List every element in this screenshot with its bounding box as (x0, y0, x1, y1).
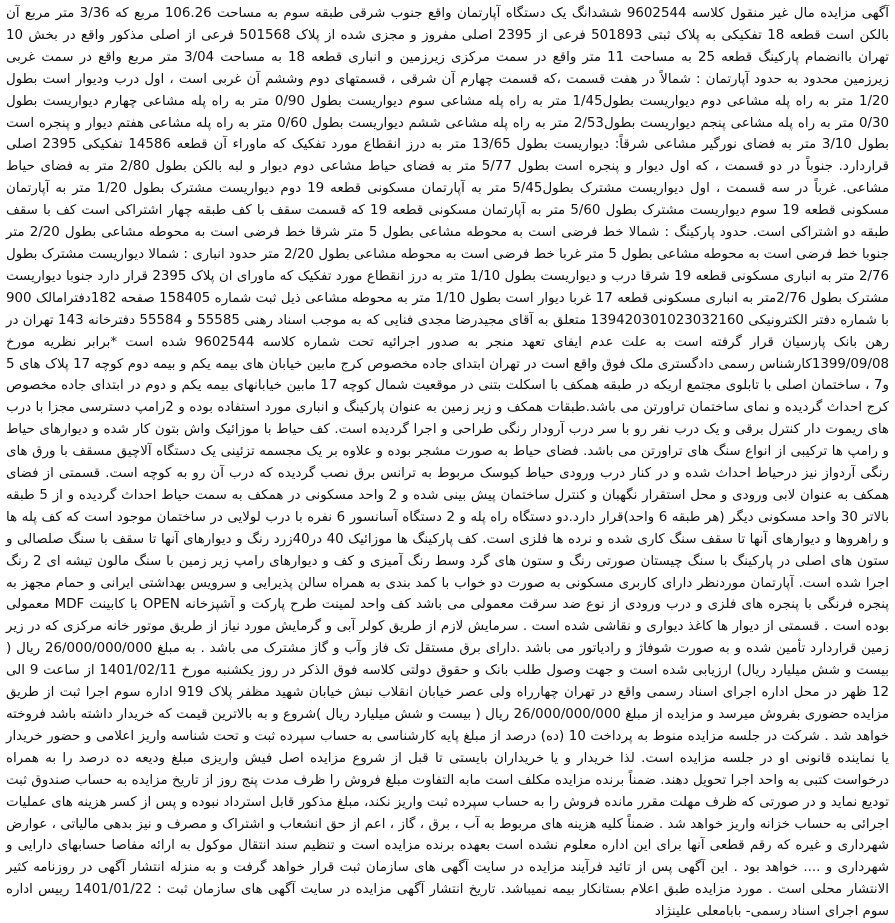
auction-notice-body: آگهی مزایده مال غیر منقول کلاسه 9602544 ششدانگ یک دستگاه آپارتمان واقع جنوب شرقی طبقه سوم به مساحت 106.26 مربع که 3/36 متر مربع آن بالکن است قطعه 18 تفکیکی به پلاک ثبتی 501893 فرعی از 2395 اصلی مفروز و مجزی شده از پلاک 501568 فرعی از اصلی مذکور واقع در بخش 10 تهران باانضمام پارکینگ قطعه 25 به مساحت 11 متر واقع در سمت مرکزی زیرزمین و انباری قطعه 18 به مساحت 3/04 متر مربع واقع در سمت غربی زیرزمین محدود به حدود آپارتمان : شمالاً در هفت قسمت ،که قسمت چهارم آن شرقی ، قسمتهای دوم وششم آن غربی است ، اول درب ودیوار است بطول 1/20 متر به راه پله مشاعی دوم دیواریست بطول1/45 متر به راه پله مشاعی سوم دیواریست بطول 0/90 متر به راه پله مشاعی چهارم دیواریست بطول 0/30 متر به راه پله مشاعی پنجم دیواریست بطول2/53 متر به راه پله مشاعی ششم دیواریست بطول 0/60 متر به راه پله مشاعی هفتم دیوار و پنجره است بطول 3/10 متر به فضای نورگیر مشاعی شرقاً: دیواریست بطول 13/65 متر به درز انقطاع مورد تفکیک که ماوراء آن قطعه 14586 تفکیکی 2395 اصلی قراردارد. جنوباً در دو قسمت ، که اول دیوار و پنجره است بطول 5/77 متر به فضای حیاط مشاعی دوم دیوار و لبه بالکن بطول 2/80 متر به فضای حیاط مشاعی. غرباً در سه قسمت ، اول دیواریست مشترک بطول5/45 متر به آپارتمان مسکونی قطعه 19 دوم دیواریست مشترک بطول 1/20 متر به آپارتمان مسکونی قطعه 19 سوم دیواریست مشترک بطول 5/60 متر به آپارتمان مسکونی قطعه 19 که قسمت سقف با کف طبقه چهار اشتراکی است کف با سقف طبقه دو اشتراکی است. حدود پارکینگ : شمالا خط فرضی است به محوطه مشاعی بطول 5 متر شرقا خط فرضی است به محوطه مشاعی بطول 2/20 متر جنوبا خط فرضی است به محوطه مشاعی بطول 5 متر غربا خط فرضی است به محوطه مشاعی بطول 2/20 متر حدود انباری : شمالا دیواریست مشترک بطول 2/76 متر به انباری مسکونی قطعه 19 شرقا درب و دیواریست بطول 1/10 متر به درز انقطاع مورد تفکیک که ماورای ان پلاک 2395 قرار دارد جنوبا دیواریست مشترک بطول 2/76متر به انباری مسکونی قطعه 17 غربا دیوار است بطول 1/10 متر به محوطه مشاعی ذیل ثبت شماره 158405 صفحه 182دفترامالک 900 با شماره دفتر الکترونیکی 139420301023032160 متعلق به آقای مجیدرضا مجدی فنایی که به موجب اسناد رهنی 55585 و 55584 دفترخانه 143 تهران در رهن بانک پارسیان قرار گرفته است به علت عدم ایفای تعهد منجر به صدور اجرائیه تحت شماره کلاسه 9602544 شده است *برابر نظریه مورخ 1399/09/08کارشناس رسمی دادگستری ملک فوق واقع است در تهران ابتدای جاده مخصوص کرج مابین خیابان های بیمه یکم و بیمه دوم کوچه 17 پلاک های 5 و7 ، ساختمان اصلی با تابلوی مجتمع اریکه در طبقه همکف با اسکلت بتنی در موقعیت شمال کوچه 17 مابین خیابانهای بیمه یکم و دوم در ابتدای جاده مخصوص کرج احداث گردیده و نمای ساختمان تراورتن می باشد.طبقات همکف و زیر زمین به عنوان پارکینگ و انباری مورد استفاده بوده و 2رامپ دسترسی مجزا با درب های ریموت دار کنترل برقی و یک درب نفر رو با سر درب آرودار رنگی طراحی و اجرا گردیده است. کف حیاط با موزائیک واش بتون کار شده و دیوارهای حیاط و رامپ ها ترکیبی از انواع سنگ های تراورتن می باشد. فضای حیاط به صورت مشجر بوده و علاوه بر یک مجسمه تزئینی یک دستگاه آلاچیق مسقف با ورق های رنگی آردواز نیز درحیاط احداث شده و در کنار درب ورودی حیاط کیوسک مربوط به ترانس برق نصب گردیده که درب آن رو به کوچه است. قسمتی از فضای همکف به عنوان لابی ورودی و محل استقرار نگهبان و کنترل ساختمان پیش بینی شده و 2 واحد مسکونی در همکف به سمت حیاط احداث گردیده و از 5 طبقه بالاتر 30 واحد مسکونی دیگر (هر طبقه 6 واحد)قرار دارد.دو دستگاه راه پله و 2 دستگاه آسانسور 6 نفره با درب لولایی در ساختمان موجود است که کف پله ها و راهروها و دیوارهای آنها تا سقف سنگ کاری شده و نرده ها فلزی است. کف پارکینگ ها موزائیک 40 در40زرد رنگ و دیوارهای آنها تا سقف با سنگ صلصالی و ستون های اصلی در پارکینگ با سنگ چیستان صورتی رنگ و ستون های گرد وسط رنگ آمیزی و کف و دیوارهای رامپ زیر زمین با سنگ مالون تیشه ای 2 رنگ اجرا شده است. آپارتمان موردنظر دارای کاربری مسکونی به صورت دو خواب با کمد بندی به همراه سالن پذیرایی و سرویس بهداشتی ایرانی و حمام مجهز به پنجره فرنگی با پنجره های فلزی و درب ورودی از نوع ضد سرقت معمولی می باشد کف واحد لمینت طرح پارکت و آشپزخانه OPEN با کابینت MDF معمولی بوده است . قسمتی از دیوار ها کاغذ دیواری و نقاشی شده است . سرمایش لازم از طریق کولر آبی و گرمایش مورد نیاز از طریق موتور خانه مرکزی که در زیر زمین قراردارد تأمین شده و به صورت شوفاژ و رادیاتور می باشد .دارای برق مستقل تک فاز وآب و گاز مشترک می باشد . به مبلغ 26/000/000/000 ریال ( بیست و شش میلیارد ریال) ارزیابی شده است و جهت وصول طلب بانک و حقوق دولتی کلاسه فوق الذکر در روز یکشنبه مورخ 1401/02/11 از ساعت 9 الی 12 ظهر در محل اداره اجرای اسناد رسمی واقع در تهران چهارراه ولی عصر خیابان انقلاب نبش خیابان شهید مظفر پلاک 919 اداره سوم اجرا ثبت از طریق مزایده حضوری بفروش میرسد و مزایده از مبلغ 26/000/000/000 ریال ( بیست و شش میلیارد ریال )شروع و به بالاترین قیمت که خریدار داشته باشد فروخته خواهد شد . شرکت در جلسه مزایده منوط به پرداخت 10 (ده) درصد از مبلغ پایه کارشناسی به حساب سپرده ثبت و تحت شناسه واریز اعلامی و حضور خریدار یا نماینده قانونی او در جلسه مزایده است. لذا خریدار و یا خریداران بایستی تا قبل از شروع مزایده اصل فیش واریزی مبلغ ودیعه ده درصد را به همراه درخواست کتبی به واحد اجرا تحویل دهند. ضمناً برنده مزایده مکلف است مابه التفاوت مبلغ فروش را ظرف مدت پنج روز از تاریخ مزایده به حساب صندوق ثبت تودیع نماید و در صورتی که ظرف مهلت مقرر مانده فروش را به حساب سپرده ثبت واریز نکند، مبلغ مذکور قابل استرداد نبوده و پس از کسر هزینه های عملیات اجرائی به حساب خزانه واریز خواهد شد . ضمناً کلیه هزینه های مربوط به آب ، برق ، گاز ، اعم از حق انشعاب و اشتراک و مصرف و نیز بدهی مالیاتی ، عوارض شهرداری و غیره که رقم قطعی آنها برای این اداره معلوم نشده است بعهده برنده مزایده است و تنظیم سند انتقال موکول به ارائه مفاصا حسابهای دارایی و شهرداری و .... خواهد بود . این آگهی پس از تائید فرآیند مزایده در سایت آگهی های سازمان ثبت قرار خواهد گرفت و به منزله انتشار آگهی در روزنامه کثیر الانتشار محلی است . مورد مزایده طبق اعلام بستانکار بیمه نمیباشد. تاریخ انتشار آگهی مزایده در سایت آگهی های سازمان ثبت : 1401/01/22 رییس اداره سوم اجرای اسناد رسمی- بابامعلی علینژاد (6, 6, 890, 920)
